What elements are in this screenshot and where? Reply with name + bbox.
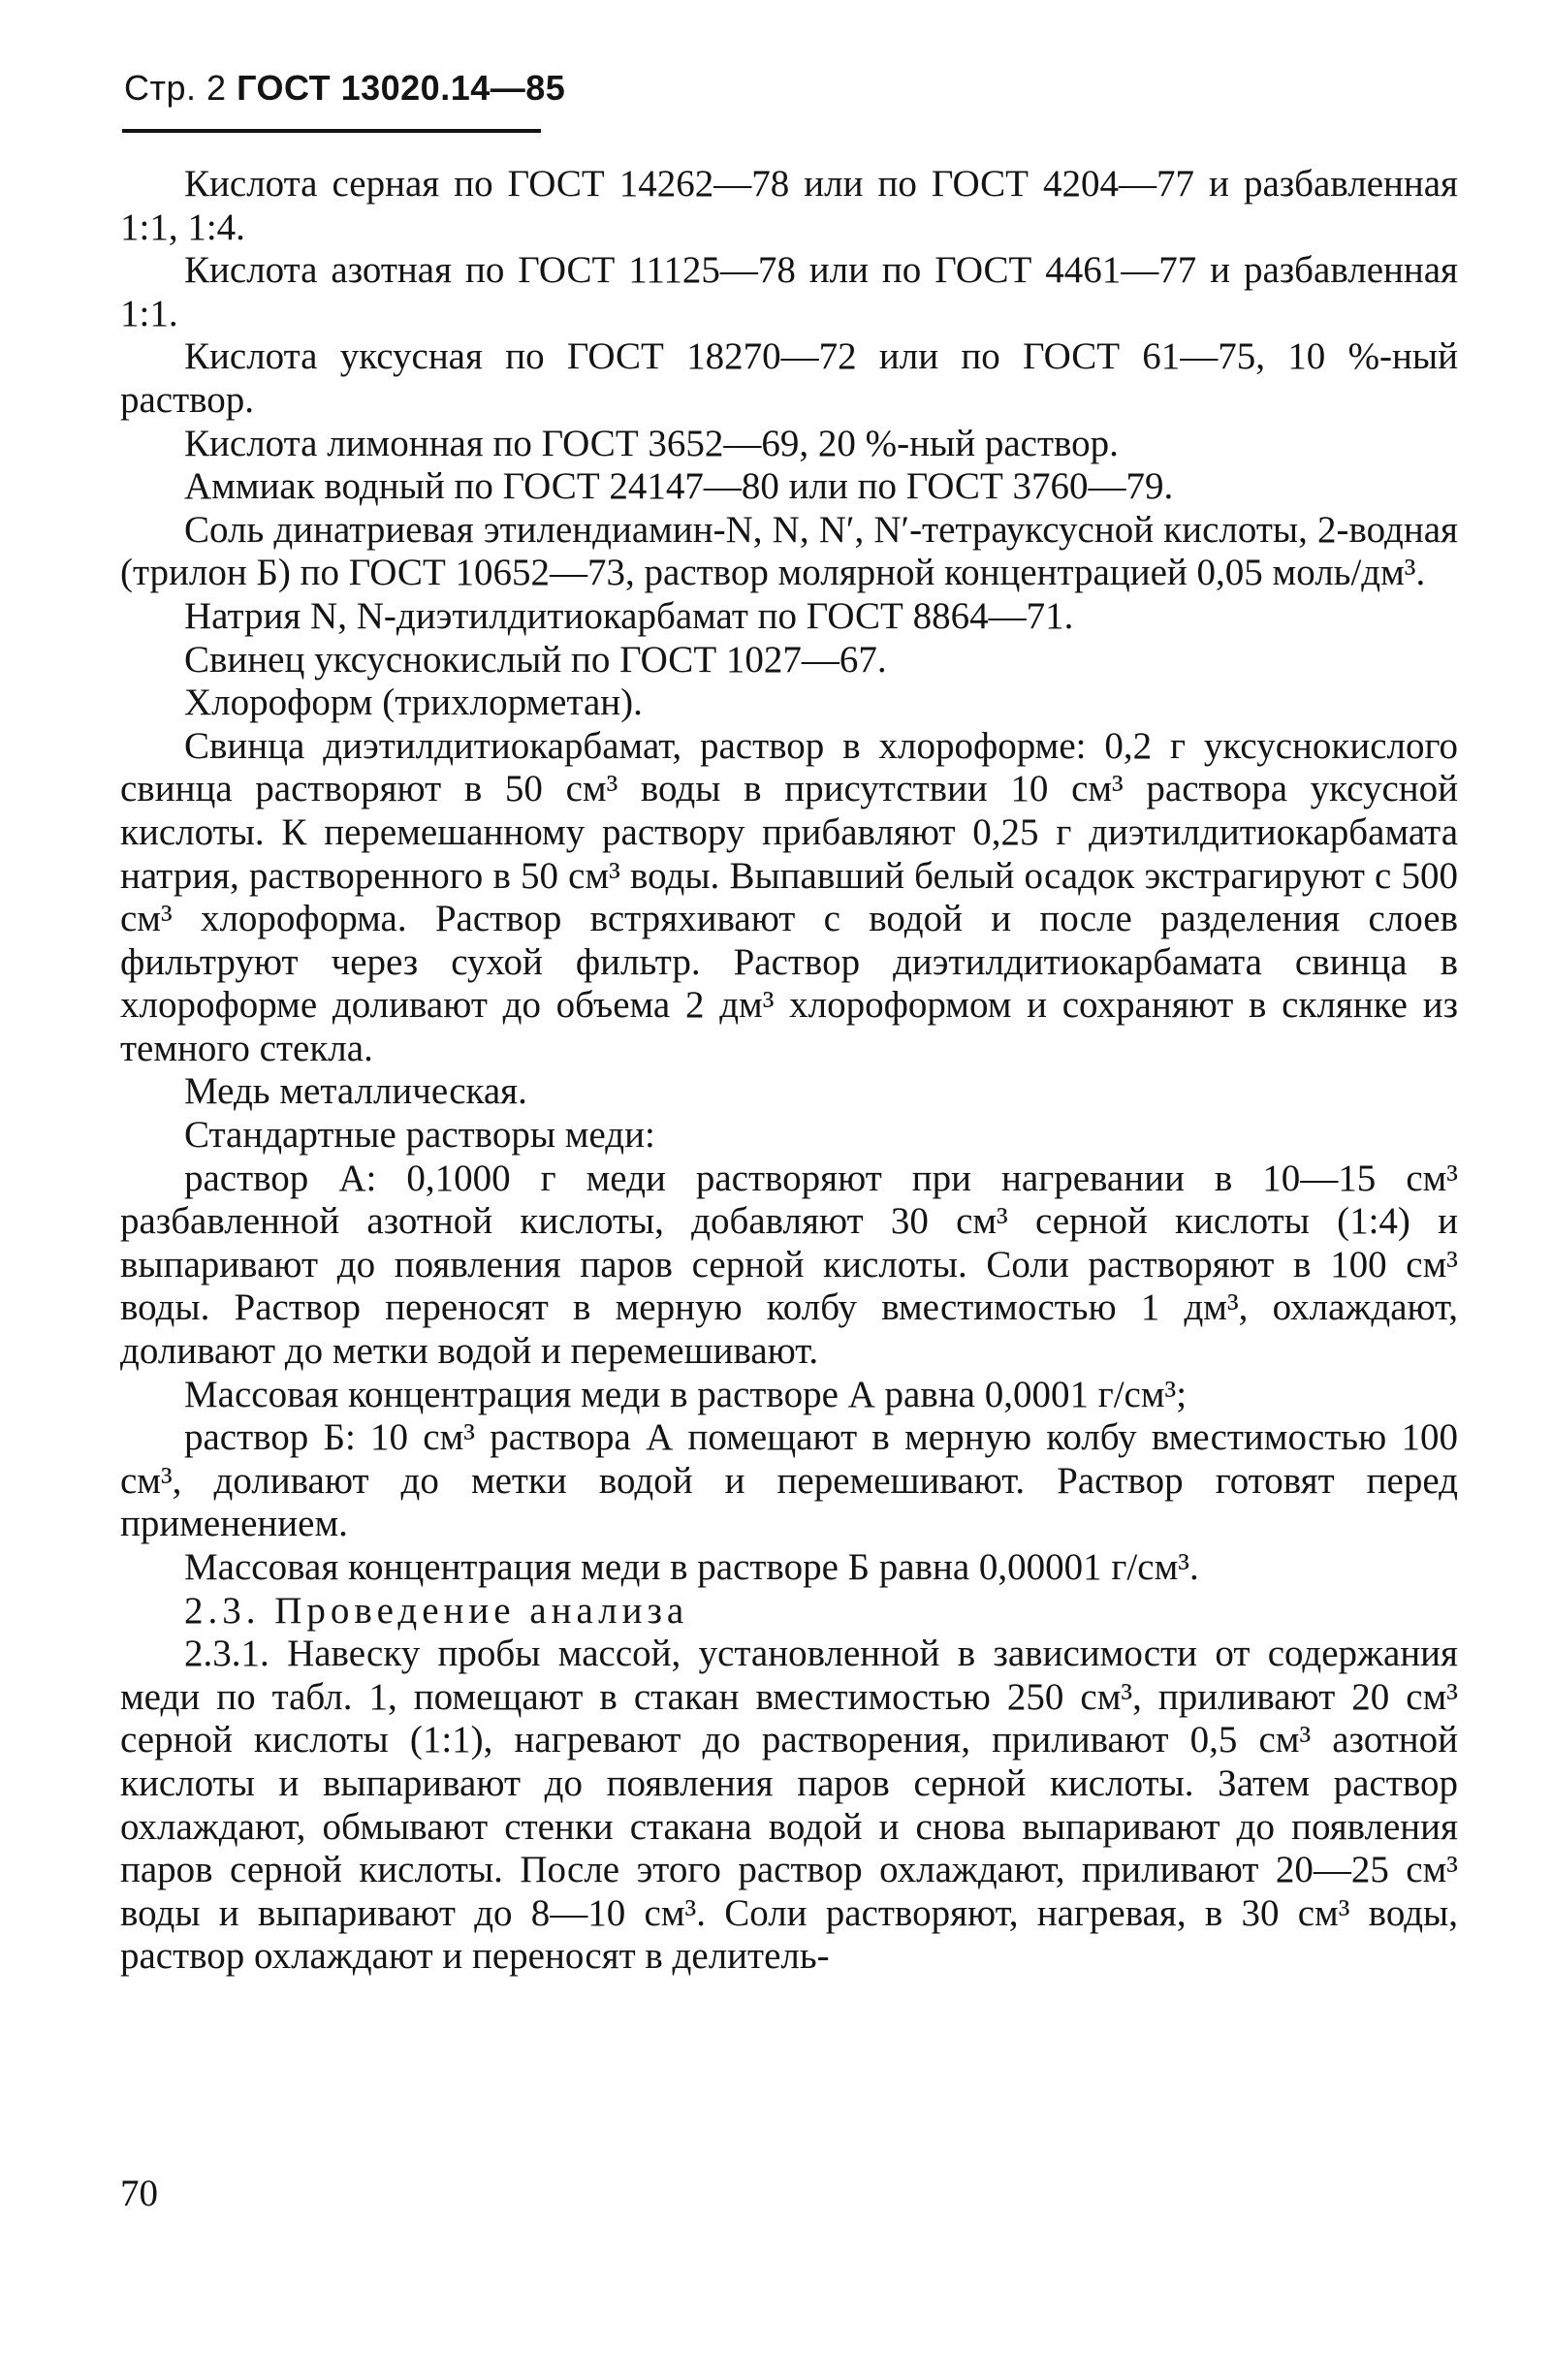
page-label: Стр. 2: [124, 68, 227, 108]
paragraph-trilon-b: Соль динатриевая этилендиамин-N, N, N′, N′-тетрауксусной кислоты, 2-водная (трилон Б) по ГОСТ 10652—73, раствор молярной концентрацией 0,05 моль/дм³.: [120, 508, 1458, 594]
paragraph-nitric-acid: Кислота азотная по ГОСТ 11125—78 или по ГОСТ 4461—77 и разбавленная 1:1.: [120, 249, 1458, 334]
paragraph-chloroform: Хлороформ (трихлорметан).: [184, 682, 643, 724]
paragraph-solution-b: раствор Б: 10 см³ раствора А помещают в мерную колбу вместимостью 100 см³, доливают до метки водой и перемешивают. Раствор готовят перед применением.: [120, 1416, 1458, 1545]
paragraph-solution-a: раствор А: 0,1000 г меди растворяют при нагревании в 10—15 см³ разбавленной азотной кислоты, добавляют 30 см³ серной кислоты (1:4) и выпаривают до появления паров серной кислоты. Соли растворяют в 100 см³ воды. Раствор переносят в мерную колбу вместимостью 1 дм³, охлаждают, доливают до метки водой и перемешивают.: [120, 1157, 1458, 1373]
running-header: [124, 68, 565, 109]
paragraph-lead-acetate: Свинец уксуснокислый по ГОСТ 1027—67.: [184, 638, 887, 681]
paragraph-citric-acid: Кислота лимонная по ГОСТ 3652—69, 20 %-ный раствор.: [184, 422, 1119, 464]
paragraph-sulfuric-acid: Кислота серная по ГОСТ 14262—78 или по ГОСТ 4204—77 и разбавленная 1:1, 1:4.: [120, 163, 1458, 248]
paragraph-copper-metal: Медь металлическая.: [184, 1070, 527, 1113]
section-heading-analysis: 2.3. Проведение анализа: [184, 1589, 689, 1632]
paragraph-2-3-1: 2.3.1. Навеску пробы массой, установленной в зависимости от содержания меди по табл. 1, помещают в стакан вместимостью 250 см³, приливают 20 см³ серной кислоты (1:1), нагревают до растворения, приливают 0,5 см³ азотной кислоты и выпаривают до появления паров серной кислоты. Затем раствор охлаждают, обмывают стенки стакана водой и снова выпаривают до появления паров серной кислоты. После этого раствор охлаждают, приливают 20—25 см³ воды и выпаривают до 8—10 см³. Соли растворяют, нагревая, в 30 см³ воды, раствор охлаждают и переносят в делитель-: [120, 1633, 1458, 1978]
page-number: 70: [120, 2173, 158, 2214]
paragraph-lead-carbamate-solution: Свинца диэтилдитиокарбамат, раствор в хлороформе: 0,2 г уксуснокислого свинца растворяют в 50 см³ воды в присутствии 10 см³ раствора уксусной кислоты. К перемешанному раствору прибавляют 0,25 г диэтилдитиокарбамата натрия, растворенного в 50 см³ воды. Выпавший белый осадок экстрагируют с 500 см³ хлороформа. Раствор встряхивают с водой и после разделения слоев фильтруют через сухой фильтр. Раствор диэтилдитиокарбамата свинца в хлороформе доливают до объема 2 дм³ хлороформом и сохраняют в склянке из темного стекла.: [120, 724, 1458, 1069]
standard-title: ГОСТ 13020.14—85: [237, 68, 566, 108]
paragraph-concentration-a: Массовая концентрация меди в растворе А равна 0,0001 г/см³;: [184, 1373, 1188, 1415]
paragraph-ammonia: Аммиак водный по ГОСТ 24147—80 или по ГОСТ 3760—79.: [184, 465, 1174, 508]
paragraph-standard-solutions: Стандартные растворы меди:: [184, 1114, 655, 1157]
body-text: [120, 163, 1458, 1979]
header-rule: [122, 129, 541, 133]
paragraph-sodium-carbamate: Натрия N, N-диэтилдитиокарбамат по ГОСТ 8864—71.: [184, 594, 1074, 637]
paragraph-acetic-acid: Кислота уксусная по ГОСТ 18270—72 или по ГОСТ 61—75, 10 %-ный раствор.: [120, 335, 1458, 421]
paragraph-concentration-b: Массовая концентрация меди в растворе Б равна 0,00001 г/см³.: [184, 1546, 1199, 1588]
